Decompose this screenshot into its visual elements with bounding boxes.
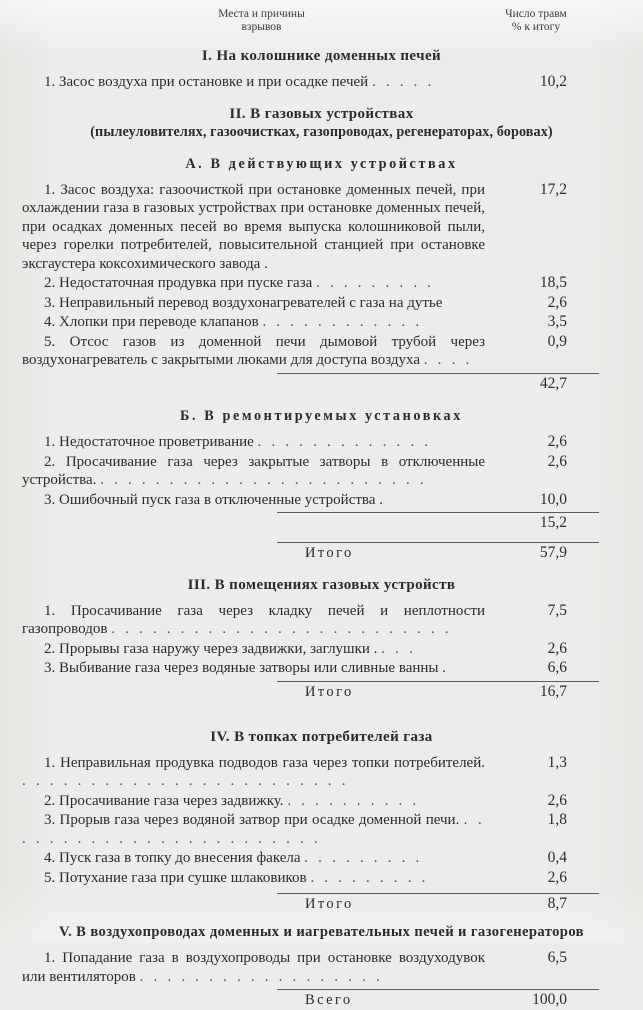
subsection-heading-ii-b: Б. В ремонтируемых установках [180,408,463,424]
row-label [22,949,489,986]
row-text: 4. Хлопки при переводе клапанов [44,314,259,330]
subtotal-row [22,514,621,533]
row-value: 2,6 [547,639,567,657]
subsection-heading-ii-a: А. В действующих устройствах [185,155,458,172]
section-heading-i: I. На колошнике доменных печей [201,48,442,64]
spacer [22,173,621,180]
table-row [22,313,621,332]
row-text: 2. Недостаточная продувка при пуске газа [44,275,313,291]
row-label [22,659,489,678]
row-value: 10,2 [539,73,567,90]
row-value: 2,6 [547,293,567,311]
column-header-causes-line1: Места и причины [218,8,305,20]
leader-dots: . . . . . . . . . . [287,792,420,809]
table-row [22,869,621,888]
spacer [22,594,621,601]
leader-dots: . . . . [423,352,473,368]
leader-dots: . . . . . . . . . . . . . . . . . . . . . . . . [22,812,485,847]
row-text: 1. Просачивание газа через кладку печей и неплотности газопроводов [22,602,485,637]
row-text: 5. Отсос газов из доменной печи дымовой трубой через воздухонагреватель с закрытыми люками для доступа воздуха [22,333,485,368]
spacer [22,65,621,72]
row-value: 2,6 [547,868,567,886]
total-label: Итого [305,683,354,700]
row-text: 3. Неправильный перевод воздухонагревателей с газа на дутье [44,294,443,311]
grand-total-value: 100,0 [532,991,567,1008]
row-label [22,313,489,332]
table-header [22,8,621,34]
leader-dots: . . . . . . . . . . . . . . . . . . [139,968,383,985]
section-heading-v: V. В воздухопроводах доменных и иагревательных печей и газогенераторов [59,924,584,940]
row-label [22,792,489,811]
table-row [22,181,621,274]
row-value: 10,0 [539,490,567,508]
row-text: 1. Неправильная продувка подводов газа через топки потребителей. [44,754,485,771]
row-value: 7,5 [547,601,567,619]
table-row [22,453,621,490]
subtotal-value: 15,2 [539,514,567,531]
row-text: 1. Засос воздуха при остановке и при осадке печей [44,74,369,90]
row-label [22,869,489,888]
leader-dots: . . . . . . . . . . . . . . . . . . . . . . . . [100,472,427,488]
row-text: 2. Просачивание газа через задвижку. [44,792,284,809]
column-header-causes-line2: взрывов [241,21,282,33]
leader-dots: . . . . . . . . . [316,275,435,291]
row-label [22,333,489,370]
leader-dots: . . . . . . . . . . . . . [257,434,432,450]
subtotal-rule [277,373,599,374]
total-value: 16,7 [539,682,567,700]
leader-dots: . . . . . [371,74,435,90]
table-row [22,73,621,92]
column-header-injuries-line1: Число травм [505,8,567,20]
row-text: 1. Недостаточное проветривание [44,434,254,450]
row-value: 17,2 [539,180,567,198]
spacer [22,941,621,948]
total-row [22,894,621,914]
row-value: 2,6 [547,433,567,450]
row-value: 0,4 [547,849,567,866]
row-label [22,294,489,313]
spacer [22,746,621,753]
row-text: 4. Пуск газа в топку до внесения факела [44,850,301,866]
section-heading-ii: II. В газовых устройствах [229,105,414,122]
row-value: 18,5 [539,274,567,291]
row-label [22,602,489,639]
row-value: 2,6 [547,791,567,809]
total-row [22,682,621,702]
leader-dots: . . . [381,640,416,657]
column-header-injuries [461,8,621,34]
column-header-causes [22,8,461,34]
total-row [22,543,621,563]
subtotal-value: 42,7 [539,374,567,392]
row-value: 1,8 [547,811,567,828]
row-label [22,73,489,92]
total-value: 8,7 [547,895,567,912]
row-value: 6,6 [547,659,567,676]
row-label [22,849,489,868]
row-value: 3,5 [547,313,567,330]
leader-dots: . . . . . . . . . . . . [262,314,423,330]
subtotal-rule [277,512,599,513]
table-row [22,602,621,639]
table-row [22,640,621,659]
leader-dots: . . . . . . . . . . . . . . . . . . . . . . . . [22,773,349,789]
table-row [22,659,621,678]
total-value: 57,9 [539,543,567,561]
section-heading-iv: IV. В топках потребителей газа [210,728,433,745]
grand-total-label: Всего [305,992,353,1008]
table-row [22,274,621,293]
table-row [22,792,621,811]
row-label [22,491,489,510]
table-row [22,949,621,986]
section-subheading-ii: (пылеуловителях, газоочистках, газопроводах, регенераторах, боровах) [90,123,553,140]
table-row [22,333,621,370]
row-label [22,433,489,452]
row-value: 6,5 [547,949,567,966]
leader-dots: . . . . . . . . . . . . . . . . . . . . . . . . . [111,621,452,637]
table-row [22,433,621,452]
column-header-injuries-line2: % к итогу [511,21,561,33]
table-row [22,754,621,791]
table-row [22,811,621,848]
row-text: 3. Выбивание газа через водяные затворы или сливные ванны . [44,660,446,676]
row-label [22,754,489,791]
row-label [22,811,489,848]
row-text: 1. Засос воздуха: газоочисткой при остановке доменных печей, при охлаждении газа в газовых устройствах при остановке доменных печей, при осадках доменных песей во время выпуска колошниковой пыли, через горелки потребителей, повысительной станцией при остановке эксгаустера коксохимического завода . [22,181,485,272]
leader-dots: . . . . . . . . . [304,850,423,866]
row-label [22,640,489,659]
table-row [22,294,621,313]
spacer [22,425,621,432]
table-row [22,849,621,868]
row-text: 3. Ошибочный пуск газа в отключенные устройства . [44,491,383,508]
section-heading-iii: III. В помещениях газовых устройств [187,576,456,593]
table-row [22,491,621,510]
row-label [22,181,489,274]
row-text: 2. Просачивание газа через закрытые затворы в отключенные устройства. [22,453,485,488]
total-label: Итого [305,896,354,912]
row-value: 2,6 [547,452,567,470]
row-value: 1,3 [547,753,567,771]
subtotal-row [22,375,621,394]
row-label [22,274,489,293]
row-value: 0,9 [547,332,567,350]
total-label: Итого [305,544,354,561]
grand-total-row [22,990,621,1010]
row-text: 2. Прорывы газа наружу через задвижки, заглушки . [44,640,378,657]
row-text: 1. Попадание газа в воздухопроводы при остановке воздуходувок или вентиляторов [22,950,485,985]
row-text: 3. Прорыв газа через водяной затвор при осадке доменной печи. [44,812,460,828]
row-label [22,453,489,490]
leader-dots: . . . . . . . . . [310,869,429,886]
row-text: 5. Потухание газа при сушке шлаковиков [44,869,307,886]
